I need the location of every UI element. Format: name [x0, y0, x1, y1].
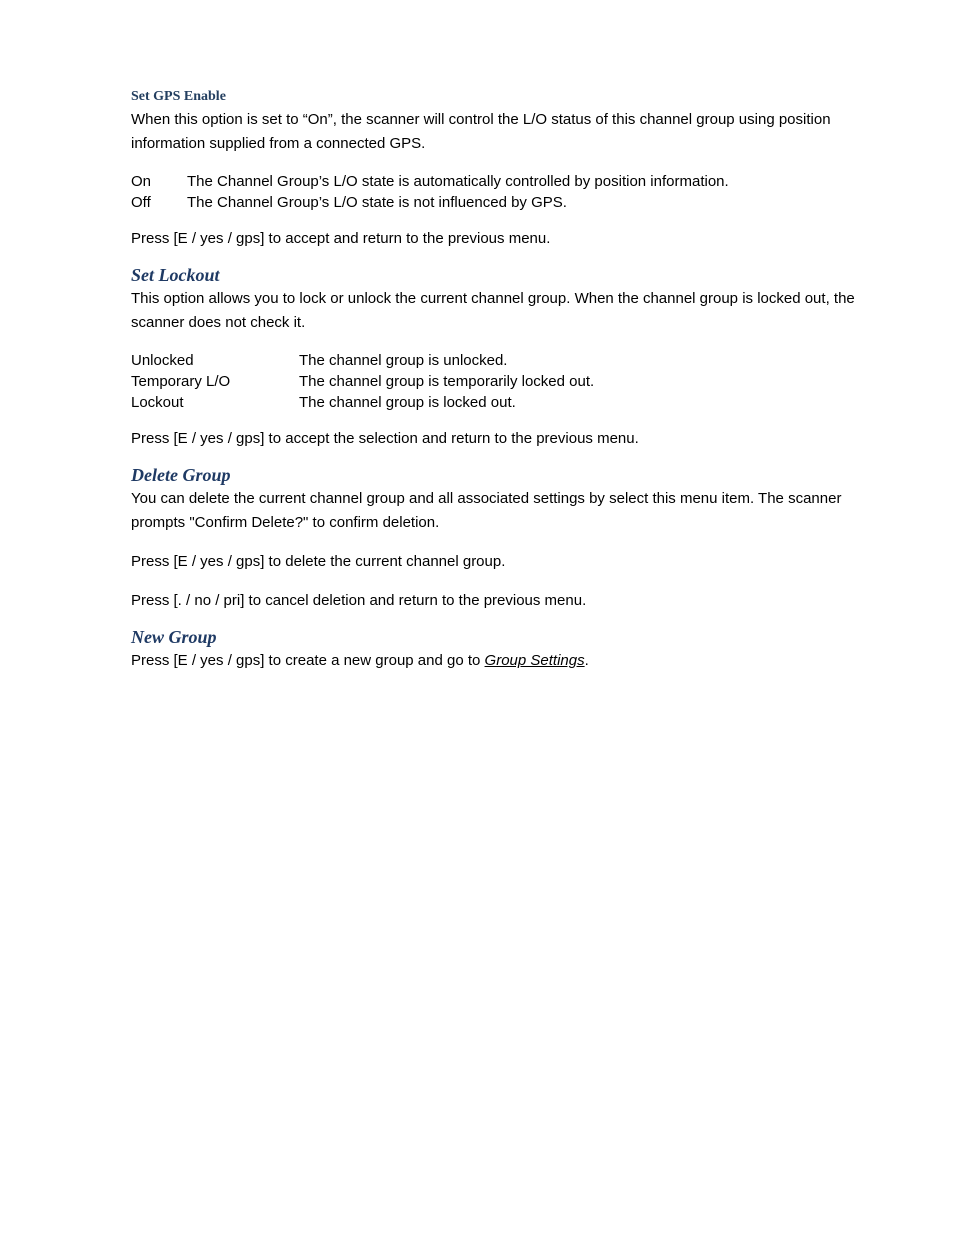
- section-delete-group: [131, 463, 879, 613]
- gps-option-off: [131, 192, 879, 213]
- section-set-gps-enable: [131, 86, 879, 251]
- option-term: Off: [131, 194, 151, 211]
- heading-set-lockout: Set Lockout: [131, 265, 220, 285]
- option-desc: The channel group is locked out.: [299, 394, 516, 411]
- delete-press-yes: Press [E / yes / gps] to delete the current channel group.: [131, 553, 506, 570]
- gps-intro: When this option is set to “On”, the scanner will control the L/O status of this channel group using position information supplied from a connected GPS.: [131, 111, 831, 152]
- heading-delete-group: Delete Group: [131, 465, 231, 485]
- gps-option-on: [131, 171, 879, 192]
- lockout-press: Press [E / yes / gps] to accept the selection and return to the previous menu.: [131, 430, 639, 447]
- option-desc: The channel group is temporarily locked out.: [299, 373, 595, 390]
- option-term: On: [131, 173, 152, 190]
- delete-intro: You can delete the current channel group and all associated settings by select this menu item. The scanner prompts "Confirm Delete?" to confirm deletion.: [131, 490, 842, 531]
- option-desc: The channel group is unlocked.: [299, 352, 508, 369]
- new-group-text-after: .: [584, 652, 589, 669]
- heading-set-gps-enable: Set GPS Enable: [131, 89, 226, 104]
- heading-new-group: New Group: [131, 627, 217, 647]
- option-term: Unlocked: [131, 352, 194, 369]
- lockout-intro: This option allows you to lock or unlock the current channel group. When the channel group is locked out, the scanner does not check it.: [131, 290, 855, 331]
- new-group-text: [131, 649, 879, 673]
- lockout-option-temporary: [131, 371, 879, 392]
- lockout-option-unlocked: [131, 350, 879, 371]
- option-desc: The Channel Group’s L/O state is not influenced by GPS.: [187, 194, 567, 211]
- option-desc: The Channel Group’s L/O state is automatically controlled by position information.: [187, 173, 729, 190]
- gps-press: Press [E / yes / gps] to accept and return to the previous menu.: [131, 230, 551, 247]
- document-page: [131, 86, 879, 673]
- lockout-options: [131, 350, 879, 413]
- section-set-lockout: [131, 263, 879, 451]
- delete-press-no: Press [. / no / pri] to cancel deletion and return to the previous menu.: [131, 592, 587, 609]
- option-term: Temporary L/O: [131, 373, 231, 390]
- option-term: Lockout: [131, 394, 184, 411]
- lockout-option-lockout: [131, 392, 879, 413]
- section-new-group: [131, 625, 879, 673]
- gps-options: [131, 171, 879, 213]
- group-settings-link[interactable]: Group Settings: [484, 652, 585, 669]
- new-group-text-before: Press [E / yes / gps] to create a new group and go to: [131, 652, 485, 669]
